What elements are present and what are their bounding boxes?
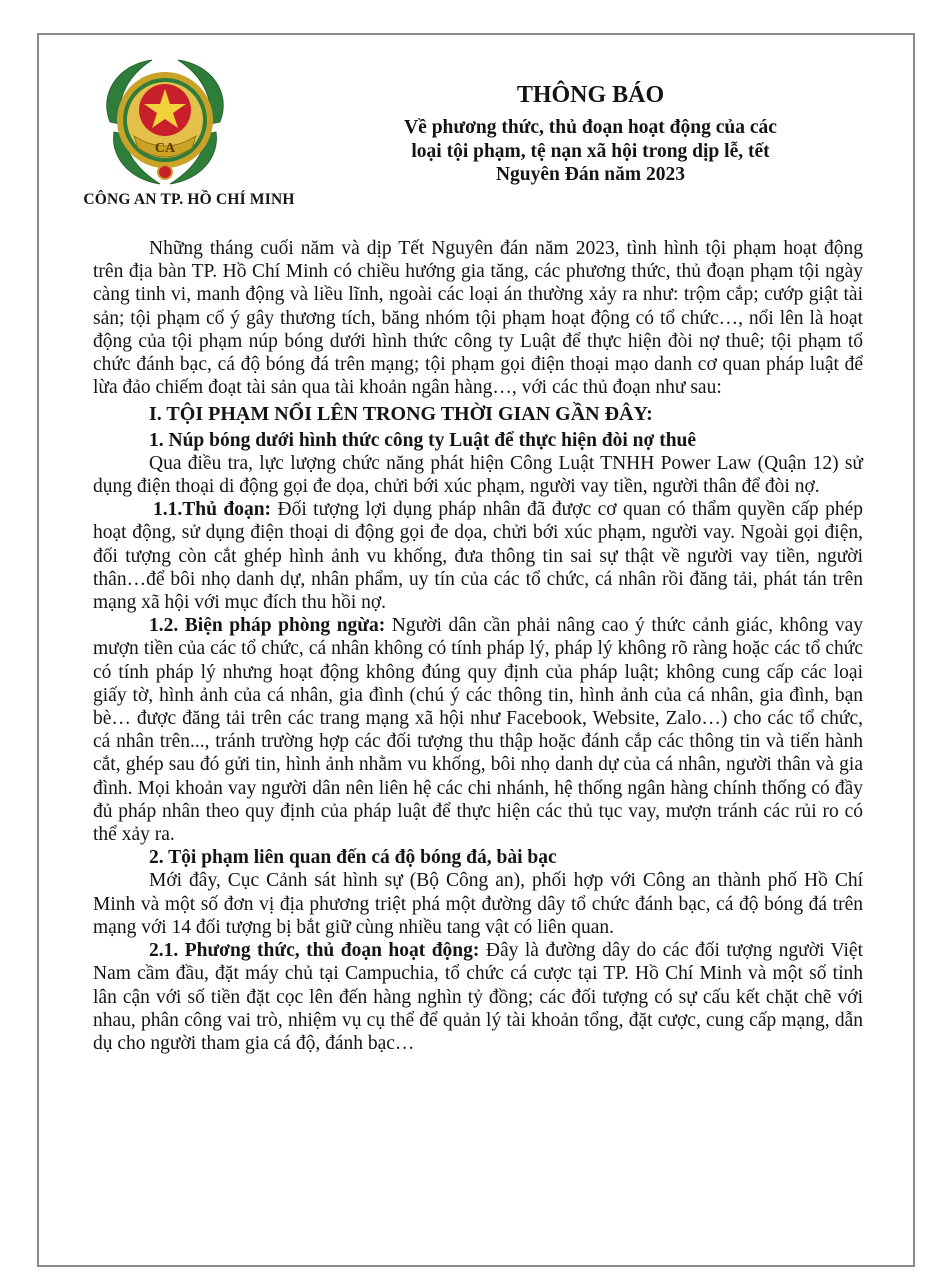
prevention-paragraph xyxy=(93,614,863,846)
emblem-letters: CA xyxy=(154,141,176,156)
method-text: Đối tượng lợi dụng pháp nhân đã được cơ quan có thẩm quyền cấp phép hoạt động, sử dụng điện thoại di động gọi đe dọa, chửi bới xúc phạm, người vay. Ngoài gọi điện, đối tượng còn cắt ghép hình ảnh vu khống, đưa thông tin sai sự thật về người vay tiền, người thân…để bôi nhọ danh dự, nhân phẩm, uy tín của các tổ chức, cá nhân rồi đăng tải, phát tán trên mạng xã hội với mục đích thu hồi nợ. xyxy=(93,499,863,614)
page-subtitle: Về phương thức, thủ đoạn hoạt động của các loại tội phạm, tệ nạn xã hội trong dịp lễ, tết Nguyên Đán năm 2023 xyxy=(404,117,777,185)
police-emblem-icon xyxy=(90,52,240,192)
agency-name: CÔNG AN TP. HỒ CHÍ MINH xyxy=(83,191,295,208)
subsection-heading: 1. Núp bóng dưới hình thức công ty Luật để thực hiện đòi nợ thuê xyxy=(149,429,697,451)
method-paragraph xyxy=(93,498,863,614)
section-heading: I. TỘI PHẠM NỔI LÊN TRONG THỜI GIAN GẦN ĐÂY: xyxy=(149,403,653,426)
operation-paragraph xyxy=(93,939,863,1055)
method-label: 1.1.Thủ đoạn: xyxy=(153,499,272,521)
document-body xyxy=(93,237,863,1055)
page-title: THÔNG BÁO xyxy=(516,82,665,108)
subsection-paragraph: Qua điều tra, lực lượng chức năng phát hiện Công Luật TNHH Power Law (Quận 12) sử dụng điện thoại di động gọi đe dọa, chửi bới xúc phạm, người vay tiền, người thân để đòi nợ. xyxy=(93,452,863,498)
intro-paragraph: Những tháng cuối năm và dịp Tết Nguyên đán năm 2023, tình hình tội phạm hoạt động trên địa bàn TP. Hồ Chí Minh có chiều hướng gia tăng, các phương thức, thủ đoạn phạm tội ngày càng tinh vi, manh động và liều lĩnh, ngoài các loại án thường xảy ra như: trộm cắp; cướp giật tài sản; tội phạm cố ý gây thương tích, băng nhóm tội phạm hoạt động có tổ chức…, nổi lên là hoạt động của tội phạm núp bóng dưới hình thức công ty Luật để thực hiện đòi nợ thuê; tội phạm tổ chức đánh bạc, cá độ bóng đá trên mạng; tội phạm gọi điện thoại mạo danh cơ quan pháp luật để lừa đảo chiếm đoạt tài sản qua tài khoản ngân hàng…, với các thủ đoạn như sau: xyxy=(93,238,863,399)
subsection-heading: 2. Tội phạm liên quan đến cá độ bóng đá, bài bạc xyxy=(149,847,557,869)
prevention-text: Người dân cần phải nâng cao ý thức cảnh giác, không vay mượn tiền của các tổ chức, cá nhân không có tính pháp lý, pháp lý không rõ ràng hoặc các tổ chức có tính pháp lý nhưng hoạt động không đúng quy định của pháp luật; không cung cấp các loại giấy tờ, hình ảnh của cá nhân, gia đình (chú ý các thông tin, hình ảnh của cá nhân, gia đình, bạn bè… được đăng tải trên các trang mạng xã hội như Facebook, Website, Zalo…) cho các tổ chức, cá nhân trên..., tránh trường hợp các đối tượng thu thập hoặc đánh cắp các thông tin và tiến hành cắt, ghép sau đó gửi tin, hình ảnh nhằm vu khống, bôi nhọ danh dự của cá nhân, người thân và gia đình. Mọi khoản vay người dân nên liên hệ các chi nhánh, hệ thống ngân hàng chính thống có đầy đủ pháp nhân theo quy định của pháp luật để thực hiện các thủ tục vay, mượn tránh các rủi ro có thể xảy ra. xyxy=(93,615,863,846)
operation-label: 2.1. Phương thức, thủ đoạn hoạt động: xyxy=(149,940,480,962)
subsection-paragraph: Mới đây, Cục Cảnh sát hình sự (Bộ Công an), phối hợp với Công an thành phố Hồ Chí Minh và một số đơn vị địa phương triệt phá một đường dây tổ chức đánh bạc, cá độ bóng đá trên mạng với 14 đối tượng bị bắt giữ cùng nhiều tang vật có liên quan. xyxy=(93,870,863,938)
prevention-label: 1.2. Biện pháp phòng ngừa: xyxy=(149,615,386,637)
operation-text: Đây là đường dây do các đối tượng người Việt Nam cầm đầu, đặt máy chủ tại Campuchia, tổ chức cá cược tại TP. Hồ Chí Minh và một số tỉnh lân cận với số tiền đặt cọc lên đến hàng nghìn tỷ đồng; các đối tượng có sự cấu kết chặt chẽ với nhau, phân công vai trò, nhiệm vụ cụ thể để quản lý tài khoản tổng, đặt cược, cung cấp mạng, dẫn dụ cho người tham gia cá độ, đánh bạc… xyxy=(93,940,863,1054)
